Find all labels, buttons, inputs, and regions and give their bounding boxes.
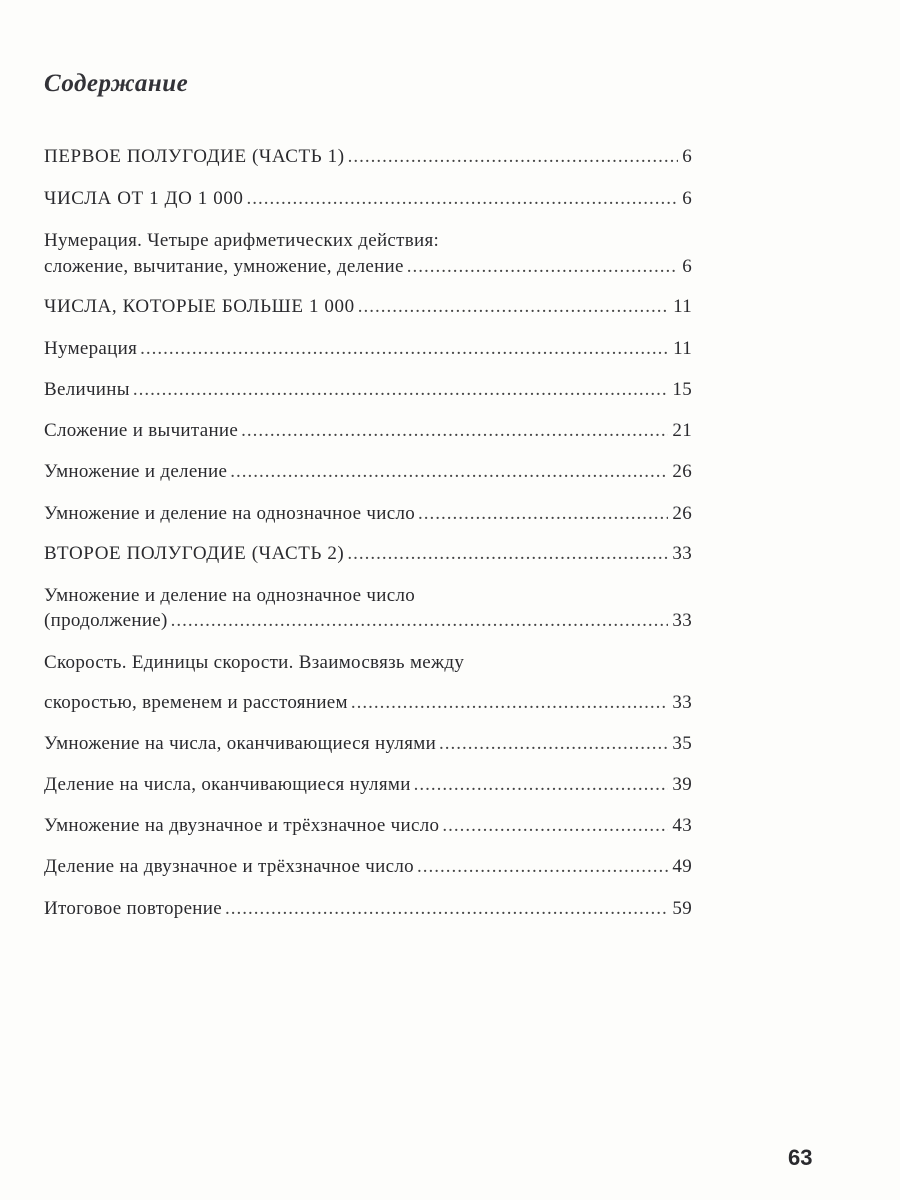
toc-entry[interactable] <box>44 296 692 318</box>
page-title: Содержание <box>44 70 189 97</box>
toc-entry-label: сложение, вычитание, умножение, деление <box>44 256 404 277</box>
toc-entry[interactable] <box>44 774 692 796</box>
toc-entry[interactable] <box>44 898 692 920</box>
toc-entry-first-line: Скорость. Единицы скорости. Взаимосвязь между <box>44 652 465 673</box>
toc-entry-page: 26 <box>672 461 692 482</box>
toc-entry[interactable] <box>44 856 692 878</box>
toc-entry-label: Сложение и вычитание <box>44 420 239 441</box>
toc-entry-page: 15 <box>672 379 692 400</box>
toc-entry-label: Величины <box>44 379 130 400</box>
toc-entry-label: скоростью, временем и расстоянием <box>44 692 348 713</box>
toc-entry-page: 43 <box>672 815 692 836</box>
dot-leader <box>351 692 669 714</box>
toc-entry-label: Умножение и деление <box>44 461 228 482</box>
toc-entry-label: Итоговое повторение <box>44 898 222 919</box>
dot-leader <box>241 420 668 442</box>
dot-leader <box>417 856 668 878</box>
toc-entry-label: ЧИСЛА, КОТОРЫЕ БОЛЬШЕ 1 000 <box>44 296 355 317</box>
toc-entry-page: 26 <box>672 503 692 524</box>
toc-entry-page: 6 <box>682 256 692 277</box>
toc-entry[interactable] <box>44 733 692 755</box>
toc-entry[interactable] <box>44 338 692 360</box>
toc-entry-label: ЧИСЛА ОТ 1 ДО 1 000 <box>44 188 244 209</box>
toc-entry[interactable] <box>44 420 692 442</box>
toc-entry-first-line: Нумерация. Четыре арифметических действия: <box>44 230 440 251</box>
page-number: 63 <box>788 1145 813 1170</box>
toc-entry[interactable] <box>44 585 692 632</box>
toc-entry-label: ПЕРВОЕ ПОЛУГОДИЕ (ЧАСТЬ 1) <box>44 146 345 167</box>
toc-entry[interactable] <box>44 652 692 714</box>
dot-leader <box>140 338 669 360</box>
toc-entry-page: 33 <box>672 692 692 713</box>
toc-entry-first-line: Умножение и деление на однозначное число <box>44 585 416 606</box>
dot-leader <box>347 543 668 565</box>
toc-entry-label: Деление на числа, оканчивающиеся нулями <box>44 774 411 795</box>
toc-entry[interactable] <box>44 461 692 483</box>
toc-entry-label: (продолжение) <box>44 610 168 631</box>
dot-leader <box>225 898 668 920</box>
dot-leader <box>358 296 669 318</box>
toc-entry-page: 33 <box>672 543 692 564</box>
toc-entry[interactable] <box>44 146 692 168</box>
dot-leader <box>414 774 669 796</box>
toc-entry[interactable] <box>44 503 692 525</box>
toc-entry-page: 21 <box>672 420 692 441</box>
dot-leader <box>418 503 668 525</box>
toc-entry[interactable] <box>44 230 692 278</box>
toc-entry-label: ВТОРОЕ ПОЛУГОДИЕ (ЧАСТЬ 2) <box>44 543 345 564</box>
toc-entry-label: Умножение и деление на однозначное число <box>44 503 416 524</box>
toc-entry-page: 6 <box>682 188 692 209</box>
toc-entry-page: 35 <box>672 733 692 754</box>
toc-entry[interactable] <box>44 188 692 210</box>
toc-entry-page: 33 <box>672 610 692 631</box>
dot-leader <box>348 146 679 168</box>
toc-entry[interactable] <box>44 815 692 837</box>
dot-leader <box>439 733 668 755</box>
dot-leader <box>442 815 668 837</box>
toc-entry-page: 49 <box>672 856 692 877</box>
toc-entry[interactable] <box>44 543 692 565</box>
toc-entry-label: Умножение на числа, оканчивающиеся нулями <box>44 733 437 754</box>
toc-entry-label: Нумерация <box>44 338 138 359</box>
dot-leader <box>407 256 678 278</box>
toc-entry-page: 11 <box>673 338 692 359</box>
toc-entry[interactable] <box>44 379 692 401</box>
toc-entry-page: 59 <box>672 898 692 919</box>
dot-leader <box>133 379 669 401</box>
toc-entry-label: Умножение на двузначное и трёхзначное число <box>44 815 440 836</box>
dot-leader <box>230 461 668 483</box>
toc-entry-page: 39 <box>672 774 692 795</box>
toc-entry-page: 6 <box>682 146 692 167</box>
toc-entry-label: Деление на двузначное и трёхзначное число <box>44 856 414 877</box>
toc-entry-page: 11 <box>673 296 692 317</box>
dot-leader <box>171 610 669 632</box>
dot-leader <box>247 188 679 210</box>
